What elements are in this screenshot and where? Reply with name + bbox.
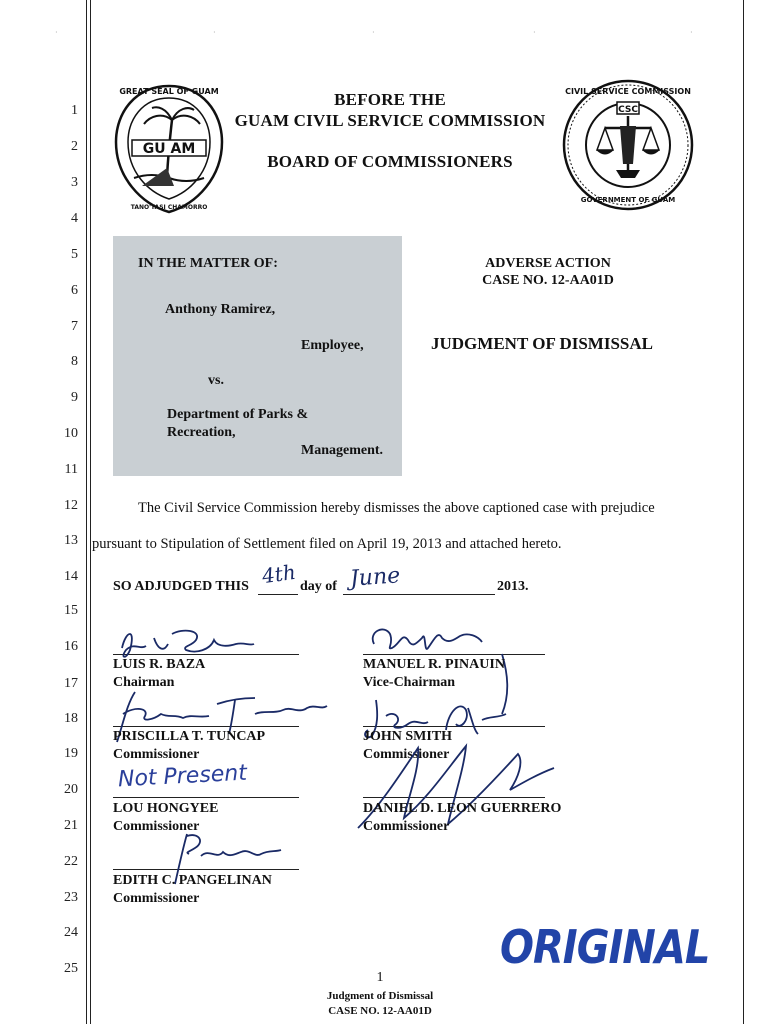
line-number: 3 — [71, 175, 78, 190]
adjudged-prefix: SO ADJUDGED THIS — [113, 579, 249, 594]
body-paragraph-line1: The Civil Service Commission hereby dismisses the above captioned case with prejudice — [138, 500, 655, 516]
line-number: 17 — [64, 676, 78, 691]
line-number: 19 — [64, 746, 78, 761]
signatory-name: MANUEL R. PINAUIN — [363, 657, 505, 672]
caption-employee-role: Employee, — [301, 338, 364, 353]
line-number: 21 — [64, 818, 78, 833]
line-number: 22 — [64, 854, 78, 869]
signatory-name: JOHN SMITH — [363, 729, 453, 744]
line-number: 13 — [64, 533, 78, 548]
left-seal-center-text: GU AM — [142, 141, 196, 157]
case-number: CASE NO. 12-AA01D — [482, 273, 614, 288]
page-number: 1 — [376, 970, 384, 985]
case-type: ADVERSE ACTION — [485, 256, 611, 271]
line-number: 14 — [64, 569, 78, 584]
left-margin-rule-inner — [90, 0, 91, 1024]
left-seal-text: GREAT SEAL OF GUAM — [119, 87, 219, 96]
line-number: 2 — [71, 139, 78, 154]
signatory-name: DANIEL D. LEON GUERRERO — [363, 801, 562, 816]
line-number: 1 — [71, 103, 78, 118]
footer-title: Judgment of Dismissal — [326, 990, 434, 1002]
case-caption-box — [113, 236, 402, 476]
signatory-title: Vice-Chairman — [363, 675, 456, 690]
month-blank-line — [343, 594, 495, 595]
line-number: 10 — [64, 426, 78, 441]
signatory-title: Chairman — [113, 675, 175, 690]
not-present-handwritten-note: Not Present — [117, 760, 248, 793]
caption-matter-label: IN THE MATTER OF: — [138, 256, 278, 271]
scan-mark: · — [213, 28, 216, 37]
line-number: 23 — [64, 890, 78, 905]
line-number: 11 — [64, 462, 78, 477]
line-number: 25 — [64, 961, 78, 976]
scan-mark: · — [55, 28, 58, 37]
line-number: 8 — [71, 354, 78, 369]
scan-mark: · — [690, 28, 693, 37]
handwritten-month: June — [349, 563, 401, 592]
line-number: 16 — [64, 639, 78, 654]
caption-agency-line2: Recreation, — [167, 425, 236, 440]
signatory-title: Commissioner — [363, 819, 450, 834]
caption-agency-role: Management. — [301, 443, 384, 458]
footer-case-number: CASE NO. 12-AA01D — [328, 1005, 432, 1017]
signatory-name: PRISCILLA T. TUNCAP — [113, 729, 266, 744]
signatory-name: EDITH C. PANGELINAN — [113, 873, 272, 888]
scan-mark: · — [533, 28, 536, 37]
right-seal-center-text: CSC — [618, 105, 638, 115]
heading-board: BOARD OF COMMISSIONERS — [267, 152, 513, 171]
line-number: 18 — [64, 711, 78, 726]
signatory-name: LOU HONGYEE — [113, 801, 219, 816]
line-number: 12 — [64, 498, 78, 513]
line-number: 20 — [64, 782, 78, 797]
adjudged-year: 2013. — [497, 579, 529, 594]
line-number: 7 — [71, 319, 78, 334]
original-stamp: ORIGINAL — [500, 921, 710, 975]
signature-line — [113, 797, 299, 798]
document-title: JUDGMENT OF DISMISSAL — [431, 334, 653, 353]
line-number: 9 — [71, 390, 78, 405]
right-margin-rule — [743, 0, 744, 1024]
body-paragraph-line2: pursuant to Stipulation of Settlement filed on April 19, 2013 and attached hereto. — [92, 536, 562, 552]
left-margin-rule-outer — [86, 0, 87, 1024]
heading-commission-name: GUAM CIVIL SERVICE COMMISSION — [234, 111, 546, 130]
caption-versus: vs. — [208, 373, 224, 388]
scan-mark: · — [372, 28, 375, 37]
caption-agency-line1: Department of Parks & — [167, 407, 309, 422]
heading-before-the: BEFORE THE — [334, 90, 446, 109]
line-number: 4 — [71, 211, 78, 226]
signatory-title: Commissioner — [363, 747, 450, 762]
line-number: 24 — [64, 925, 78, 940]
left-seal-bottom-text: TANO'TASI CHAMORRO — [130, 204, 208, 211]
signatory-title: Commissioner — [113, 747, 200, 762]
line-number: 6 — [71, 283, 78, 298]
adjudged-middle: day of — [300, 579, 337, 594]
line-number: 15 — [64, 603, 78, 618]
caption-employee-name: Anthony Ramirez, — [165, 302, 276, 317]
line-number: 5 — [71, 247, 78, 262]
right-seal-bottom-text: GOVERNMENT OF GUAM — [580, 196, 676, 204]
handwritten-day: 4th — [260, 559, 298, 589]
signatory-name: LUIS R. BAZA — [113, 657, 206, 672]
day-blank-line — [258, 594, 298, 595]
signatory-title: Commissioner — [113, 891, 200, 906]
right-seal-text: CIVIL SERVICE COMMISSION — [565, 87, 691, 96]
signatory-title: Commissioner — [113, 819, 200, 834]
